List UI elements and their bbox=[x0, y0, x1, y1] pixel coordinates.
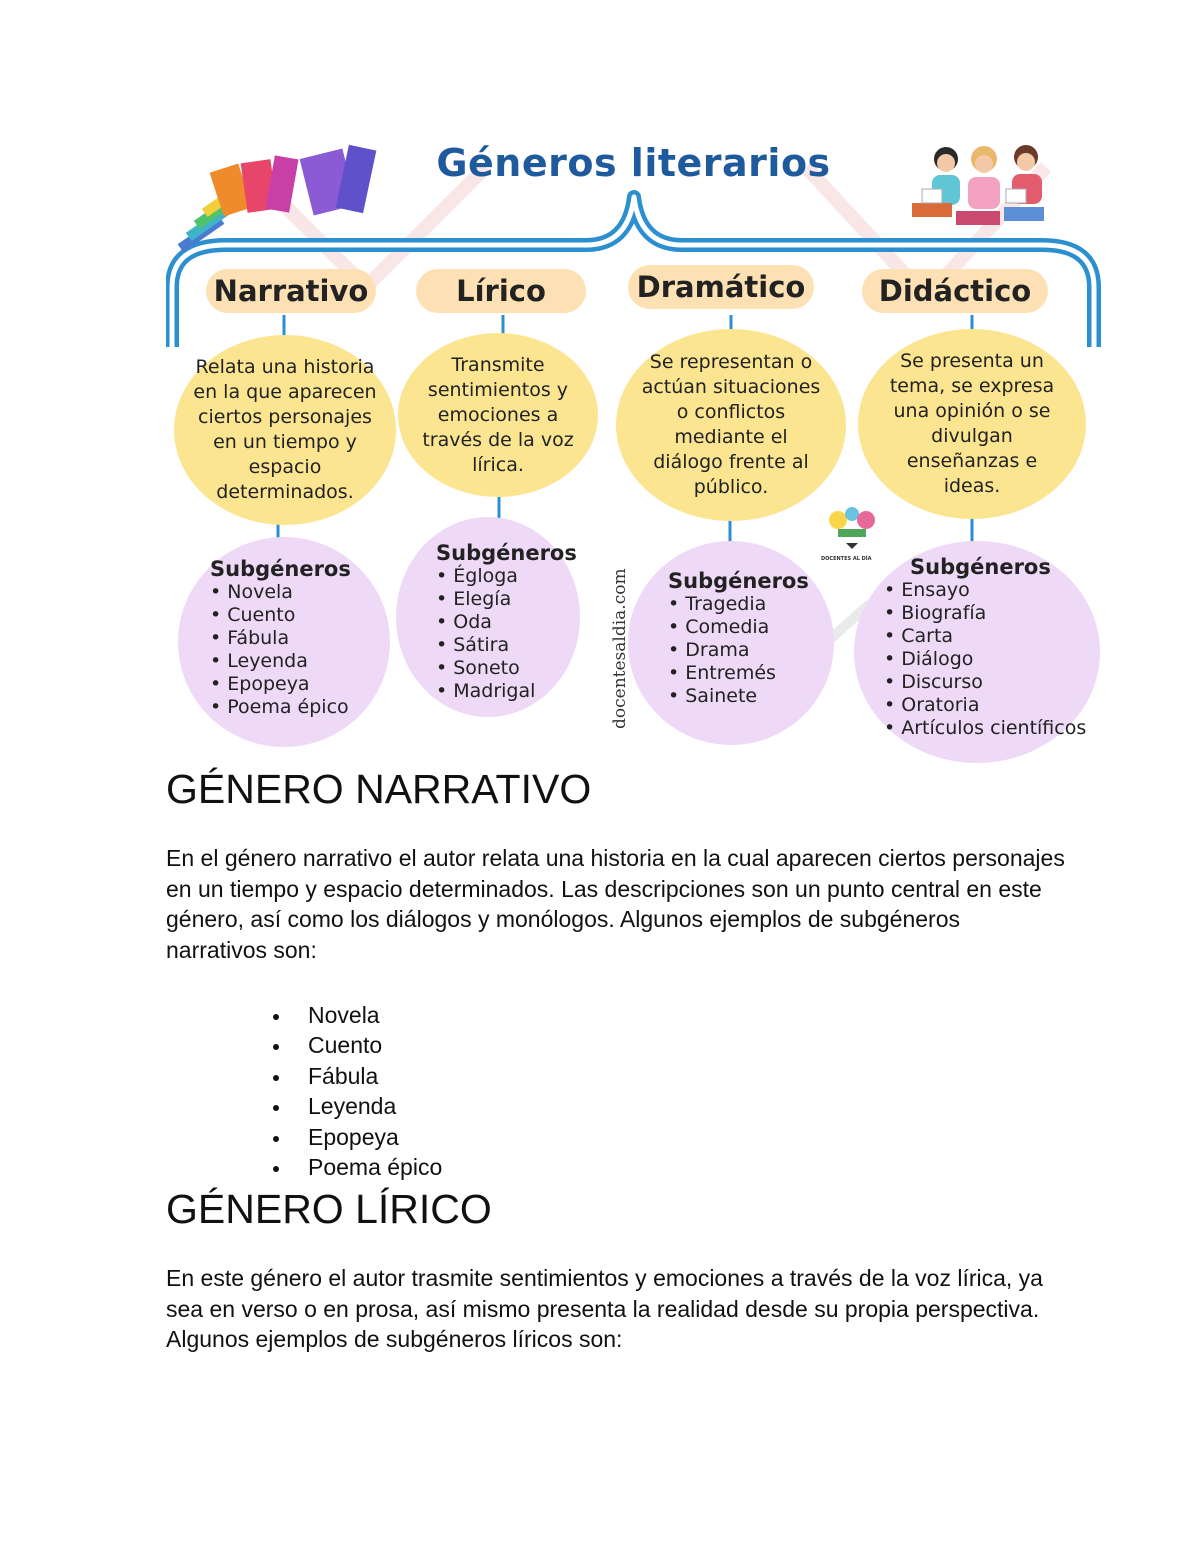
subgenres-list bbox=[668, 593, 834, 708]
list-item: • Madrigal bbox=[436, 680, 580, 703]
description-narrativo: Relata una historia en la que aparecen ciertos personajes en un tiempo y espacio determinados. bbox=[174, 335, 396, 525]
list-item: • Fábula bbox=[210, 627, 390, 650]
list-item: • Biografía bbox=[884, 602, 1100, 625]
logo-text: DOCENTES AL DÍA bbox=[821, 556, 872, 562]
list-item: • Carta bbox=[884, 625, 1100, 648]
genre-pill-narrativo: Narrativo bbox=[206, 269, 376, 313]
list-item: • Entremés bbox=[668, 662, 834, 685]
subgenres-list bbox=[884, 579, 1100, 740]
list-item: • Artículos científicos bbox=[884, 717, 1100, 740]
subgenres-dramatico bbox=[628, 541, 834, 745]
subgenres-narrativo bbox=[178, 537, 390, 747]
description-lirico: Transmite sentimientos y emociones a través de la voz lírica. bbox=[398, 333, 598, 497]
list-item: • Sainete bbox=[668, 685, 834, 708]
infographic-title: Géneros literarios bbox=[436, 141, 831, 185]
subgenres-list bbox=[210, 581, 390, 719]
subgenres-title: Subgéneros bbox=[910, 555, 1051, 579]
list-item: • Drama bbox=[668, 639, 834, 662]
list-item: • Oda bbox=[436, 611, 580, 634]
list-item: • Tragedia bbox=[668, 593, 834, 616]
list-item: Novela bbox=[268, 1000, 442, 1030]
list-item: • Ensayo bbox=[884, 579, 1100, 602]
genre-pill-lirico: Lírico bbox=[416, 269, 586, 313]
list-item: Cuento bbox=[268, 1030, 442, 1060]
genre-pill-dramatico: Dramático bbox=[628, 265, 814, 309]
list-item: • Oratoria bbox=[884, 694, 1100, 717]
list-item: • Diálogo bbox=[884, 648, 1100, 671]
heading-genero-narrativo: GÉNERO NARRATIVO bbox=[166, 766, 592, 812]
subgenres-title: Subgéneros bbox=[668, 569, 809, 593]
list-item: Fábula bbox=[268, 1061, 442, 1091]
subgenres-title: Subgéneros bbox=[210, 557, 351, 581]
subgenres-list bbox=[436, 565, 580, 703]
genre-pill-didactico: Didáctico bbox=[862, 269, 1048, 313]
list-item: • Discurso bbox=[884, 671, 1100, 694]
narrative-subgenres-list bbox=[268, 1000, 442, 1182]
watermark-text: docentesaldia.com bbox=[610, 568, 630, 729]
description-dramatico: Se representan o actúan situaciones o conflictos mediante el diálogo frente al público. bbox=[616, 329, 846, 521]
description-didactico: Se presenta un tema, se expresa una opinión o se divulgan enseñanzas e ideas. bbox=[858, 329, 1086, 519]
list-item: Leyenda bbox=[268, 1091, 442, 1121]
list-item: • Comedia bbox=[668, 616, 834, 639]
list-item: • Elegía bbox=[436, 588, 580, 611]
subgenres-title: Subgéneros bbox=[436, 541, 577, 565]
list-item: • Sátira bbox=[436, 634, 580, 657]
list-item: Epopeya bbox=[268, 1122, 442, 1152]
list-item: • Cuento bbox=[210, 604, 390, 627]
list-item: • Epopeya bbox=[210, 673, 390, 696]
list-item: • Soneto bbox=[436, 657, 580, 680]
list-item: • Égloga bbox=[436, 565, 580, 588]
list-item: • Novela bbox=[210, 581, 390, 604]
heading-genero-lirico: GÉNERO LÍRICO bbox=[166, 1186, 492, 1232]
subgenres-lirico bbox=[396, 517, 580, 717]
list-item: • Poema épico bbox=[210, 696, 390, 719]
literary-genres-infographic bbox=[166, 137, 1101, 765]
list-item: Poema épico bbox=[268, 1152, 442, 1182]
list-item: • Leyenda bbox=[210, 650, 390, 673]
docentes-al-dia-logo bbox=[829, 507, 875, 549]
subgenres-didactico bbox=[854, 541, 1100, 763]
paragraph-narrativo: En el género narrativo el autor relata una historia en la cual aparecen ciertos personajes en un tiempo y espacio determinados. Las descripciones son un punto central en este género, así como los diálogos y monólogos. Algunos ejemplos de subgéneros narrativos son: bbox=[166, 845, 1065, 963]
paragraph-lirico: En este género el autor trasmite sentimientos y emociones a través de la voz lírica, ya sea en verso o en prosa, así mismo presenta la realidad desde su propia perspectiva. Algunos ejemplos de subgéneros líricos son: bbox=[166, 1265, 1043, 1352]
